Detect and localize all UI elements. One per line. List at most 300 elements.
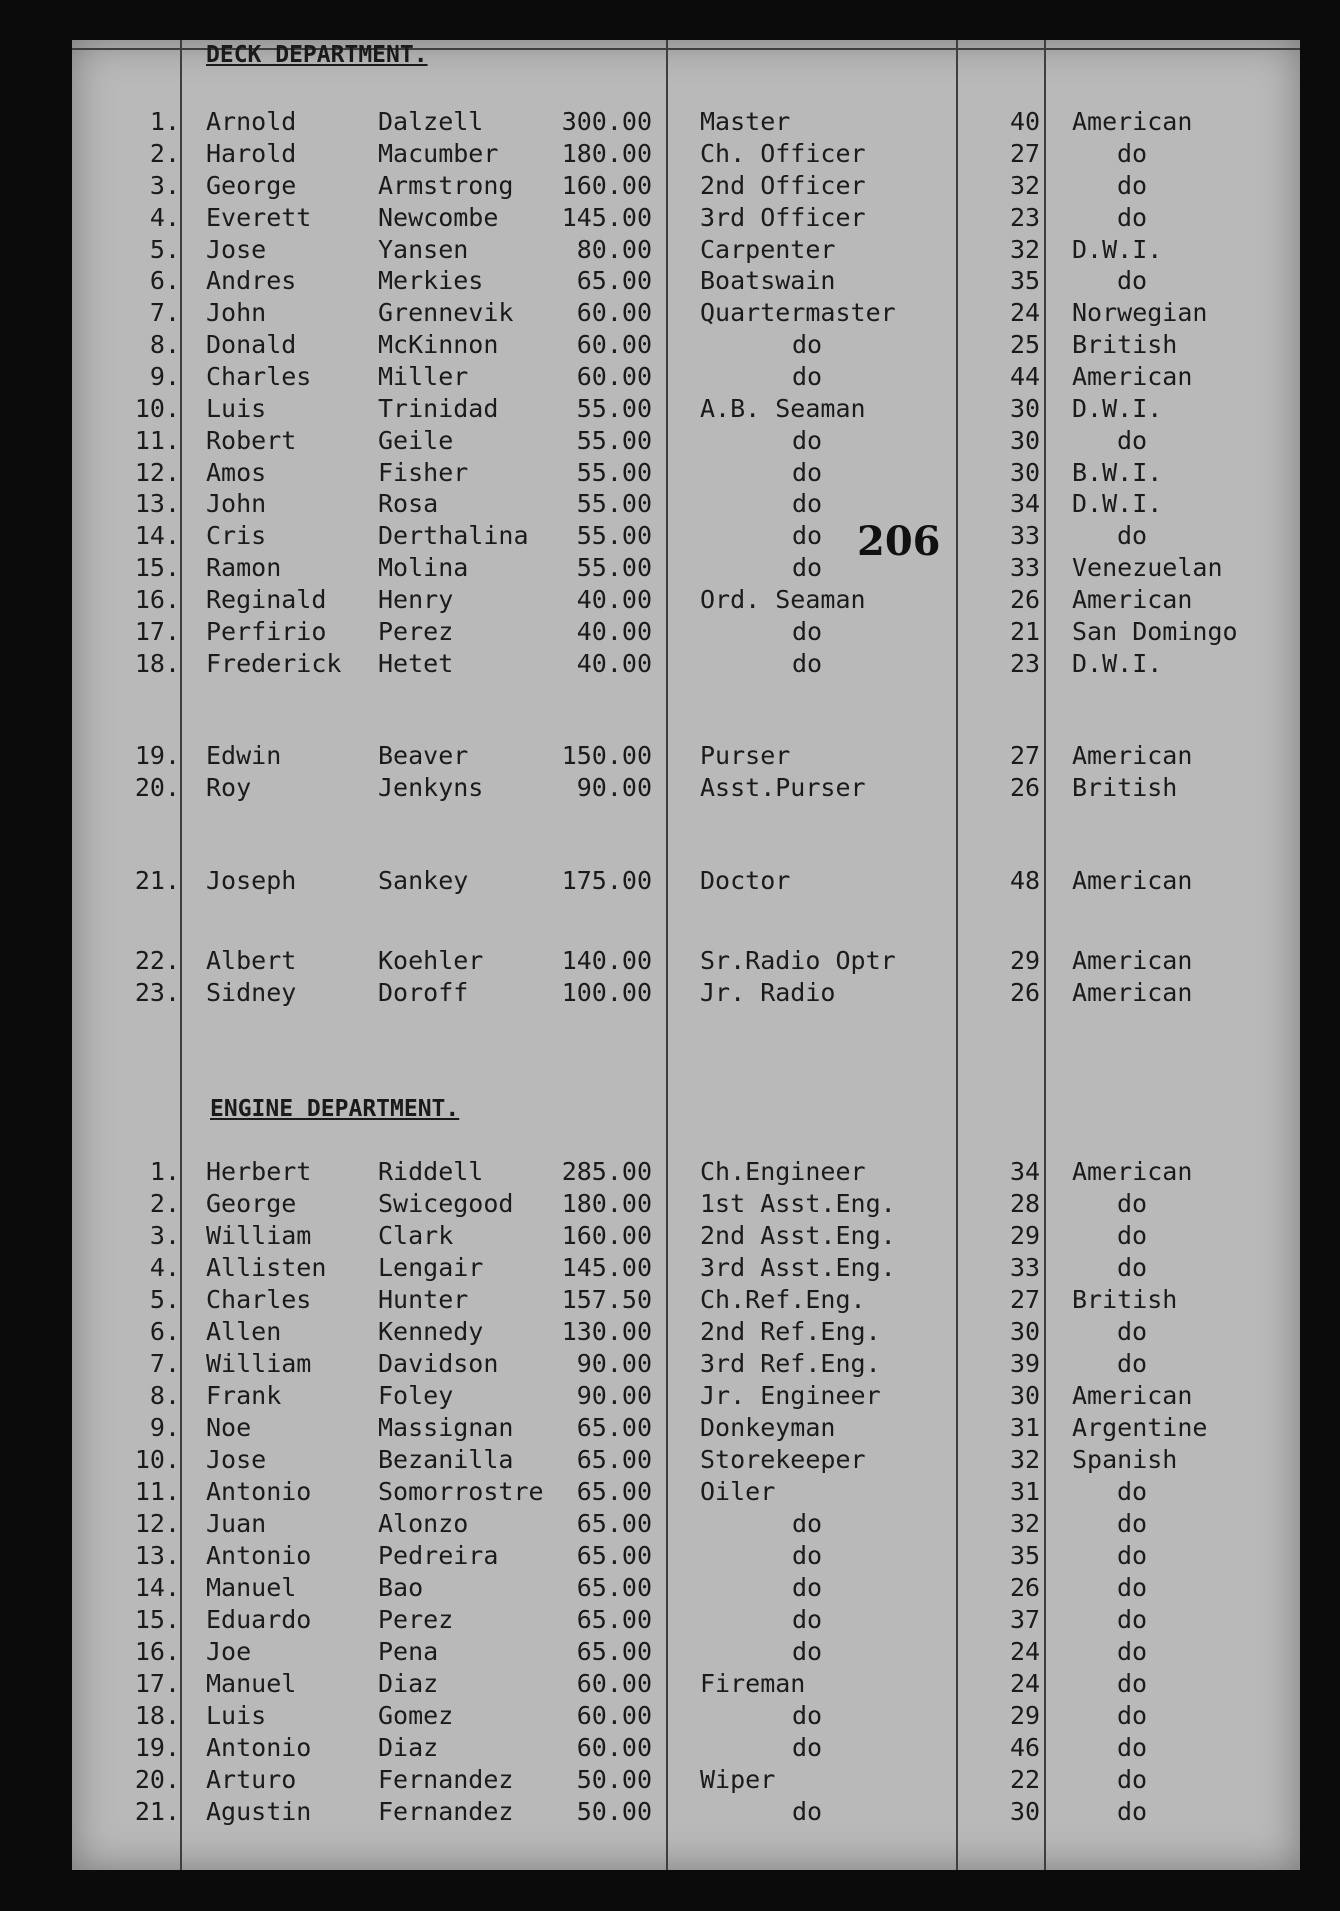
monthly-wage: 50.00	[576, 1765, 652, 1794]
rating: Ch.Engineer	[700, 1157, 866, 1186]
first-name: Joseph	[206, 866, 297, 895]
first-name: Jose	[206, 235, 267, 264]
crew-number: 5.	[149, 1285, 180, 1314]
last-name: Pena	[378, 1637, 439, 1666]
first-name: Eduardo	[206, 1605, 312, 1634]
first-name: Manuel	[206, 1573, 297, 1602]
crew-row	[72, 393, 1300, 425]
nationality: San Domingo	[1072, 617, 1238, 646]
nationality: do	[1117, 1669, 1148, 1698]
age: 30	[1009, 394, 1041, 423]
crew-row	[72, 1412, 1300, 1444]
age: 27	[1009, 139, 1041, 168]
first-name: John	[206, 298, 267, 327]
monthly-wage: 145.00	[561, 203, 652, 232]
crew-row	[72, 1156, 1300, 1188]
last-name: Rosa	[378, 489, 439, 518]
nationality: Argentine	[1072, 1413, 1208, 1442]
monthly-wage: 55.00	[576, 394, 652, 423]
last-name: Fernandez	[378, 1797, 514, 1826]
last-name: Pedreira	[378, 1541, 499, 1570]
last-name: Henry	[378, 585, 454, 614]
age: 24	[1009, 298, 1041, 327]
crew-number: 15.	[134, 553, 180, 582]
nationality: British	[1072, 1285, 1178, 1314]
last-name: Bao	[378, 1573, 424, 1602]
first-name: George	[206, 171, 297, 200]
nationality: American	[1072, 362, 1193, 391]
rating: Boatswain	[700, 266, 836, 295]
age: 23	[1009, 649, 1041, 678]
last-name: Koehler	[378, 946, 484, 975]
crew-row	[72, 977, 1300, 1009]
crew-row	[72, 1476, 1300, 1508]
rating: do	[792, 1605, 823, 1634]
rating: Asst.Purser	[700, 773, 866, 802]
last-name: Lengair	[378, 1253, 484, 1282]
rating: Jr. Radio	[700, 978, 836, 1007]
crew-number: 4.	[149, 203, 180, 232]
first-name: Herbert	[206, 1157, 312, 1186]
crew-number: 14.	[134, 521, 180, 550]
last-name: Hunter	[378, 1285, 469, 1314]
monthly-wage: 285.00	[561, 1157, 652, 1186]
first-name: Charles	[206, 1285, 312, 1314]
last-name: Kennedy	[378, 1317, 484, 1346]
rating: Quartermaster	[700, 298, 896, 327]
age: 44	[1009, 362, 1041, 391]
age: 32	[1009, 171, 1041, 200]
monthly-wage: 80.00	[576, 235, 652, 264]
last-name: Miller	[378, 362, 469, 391]
age: 32	[1009, 1509, 1041, 1538]
crew-number: 2.	[149, 1189, 180, 1218]
rating: A.B. Seaman	[700, 394, 866, 423]
monthly-wage: 175.00	[561, 866, 652, 895]
rating: do	[792, 1733, 823, 1762]
age: 30	[1009, 1797, 1041, 1826]
last-name: Clark	[378, 1221, 454, 1250]
nationality: American	[1072, 585, 1193, 614]
crew-number: 18.	[134, 1701, 180, 1730]
rating: Purser	[700, 741, 791, 770]
crew-number: 9.	[149, 362, 180, 391]
crew-row	[72, 772, 1300, 804]
rating: do	[792, 1509, 823, 1538]
last-name: Gomez	[378, 1701, 454, 1730]
rating: 3rd Ref.Eng.	[700, 1349, 881, 1378]
crew-number: 3.	[149, 171, 180, 200]
crew-number: 1.	[149, 1157, 180, 1186]
age: 32	[1009, 235, 1041, 264]
crew-number: 1.	[149, 107, 180, 136]
monthly-wage: 55.00	[576, 553, 652, 582]
monthly-wage: 65.00	[576, 1509, 652, 1538]
nationality: do	[1117, 1701, 1148, 1730]
first-name: Agustin	[206, 1797, 312, 1826]
nationality: American	[1072, 1381, 1193, 1410]
nationality: do	[1117, 1221, 1148, 1250]
crew-row	[72, 138, 1300, 170]
crew-row	[72, 425, 1300, 457]
nationality: do	[1117, 521, 1148, 550]
monthly-wage: 90.00	[576, 1381, 652, 1410]
monthly-wage: 55.00	[576, 426, 652, 455]
monthly-wage: 40.00	[576, 585, 652, 614]
nationality: do	[1117, 1541, 1148, 1570]
rating: Doctor	[700, 866, 791, 895]
first-name: Robert	[206, 426, 297, 455]
crew-number: 22.	[134, 946, 180, 975]
crew-row	[72, 1252, 1300, 1284]
crew-row	[72, 1700, 1300, 1732]
rating: do	[792, 1701, 823, 1730]
first-name: Ramon	[206, 553, 282, 582]
first-name: Luis	[206, 394, 267, 423]
crew-number: 18.	[134, 649, 180, 678]
monthly-wage: 40.00	[576, 617, 652, 646]
last-name: Geile	[378, 426, 454, 455]
monthly-wage: 60.00	[576, 1669, 652, 1698]
age: 27	[1009, 741, 1041, 770]
monthly-wage: 100.00	[561, 978, 652, 1007]
crew-row	[72, 945, 1300, 977]
age: 29	[1009, 1221, 1041, 1250]
crew-row	[72, 616, 1300, 648]
first-name: William	[206, 1349, 312, 1378]
monthly-wage: 160.00	[561, 1221, 652, 1250]
nationality: do	[1117, 171, 1148, 200]
nationality: D.W.I.	[1072, 649, 1163, 678]
crew-row	[72, 457, 1300, 489]
age: 26	[1009, 1573, 1041, 1602]
crew-row	[72, 1220, 1300, 1252]
last-name: Hetet	[378, 649, 454, 678]
nationality: do	[1117, 1349, 1148, 1378]
first-name: Frank	[206, 1381, 282, 1410]
nationality: do	[1117, 1797, 1148, 1826]
age: 33	[1009, 1253, 1041, 1282]
age: 33	[1009, 553, 1041, 582]
last-name: Dalzell	[378, 107, 484, 136]
monthly-wage: 157.50	[561, 1285, 652, 1314]
last-name: Alonzo	[378, 1509, 469, 1538]
last-name: Trinidad	[378, 394, 499, 423]
nationality: British	[1072, 773, 1178, 802]
crew-number: 11.	[134, 426, 180, 455]
nationality: B.W.I.	[1072, 458, 1163, 487]
monthly-wage: 300.00	[561, 107, 652, 136]
nationality: do	[1117, 1509, 1148, 1538]
last-name: Diaz	[378, 1669, 439, 1698]
first-name: Reginald	[206, 585, 327, 614]
monthly-wage: 60.00	[576, 298, 652, 327]
age: 31	[1009, 1477, 1041, 1506]
rating: do	[792, 1573, 823, 1602]
rating: 1st Asst.Eng.	[700, 1189, 896, 1218]
rating: do	[792, 553, 823, 582]
nationality: American	[1072, 978, 1193, 1007]
first-name: Antonio	[206, 1477, 312, 1506]
first-name: Allisten	[206, 1253, 327, 1282]
monthly-wage: 65.00	[576, 1637, 652, 1666]
monthly-wage: 60.00	[576, 362, 652, 391]
age: 26	[1009, 978, 1041, 1007]
last-name: McKinnon	[378, 330, 499, 359]
crew-row	[72, 584, 1300, 616]
crew-number: 17.	[134, 1669, 180, 1698]
monthly-wage: 65.00	[576, 1541, 652, 1570]
last-name: Newcombe	[378, 203, 499, 232]
crew-row	[72, 265, 1300, 297]
rating: Ord. Seaman	[700, 585, 866, 614]
last-name: Armstrong	[378, 171, 514, 200]
rating: Carpenter	[700, 235, 836, 264]
age: 48	[1009, 866, 1041, 895]
first-name: Manuel	[206, 1669, 297, 1698]
crew-row	[72, 1316, 1300, 1348]
first-name: Roy	[206, 773, 252, 802]
last-name: Fisher	[378, 458, 469, 487]
rating: do	[792, 1637, 823, 1666]
crew-number: 12.	[134, 458, 180, 487]
rating: Oiler	[700, 1477, 776, 1506]
crew-number: 10.	[134, 1445, 180, 1474]
monthly-wage: 55.00	[576, 521, 652, 550]
last-name: Davidson	[378, 1349, 499, 1378]
rating: do	[792, 617, 823, 646]
first-name: Luis	[206, 1701, 267, 1730]
last-name: Bezanilla	[378, 1445, 514, 1474]
last-name: Beaver	[378, 741, 469, 770]
monthly-wage: 65.00	[576, 1413, 652, 1442]
nationality: do	[1117, 203, 1148, 232]
crew-number: 20.	[134, 773, 180, 802]
crew-number: 7.	[149, 298, 180, 327]
crew-number: 19.	[134, 741, 180, 770]
first-name: Sidney	[206, 978, 297, 1007]
rating: do	[792, 649, 823, 678]
first-name: Charles	[206, 362, 312, 391]
nationality: British	[1072, 330, 1178, 359]
first-name: Cris	[206, 521, 267, 550]
age: 32	[1009, 1445, 1041, 1474]
crew-row	[72, 1284, 1300, 1316]
crew-number: 12.	[134, 1509, 180, 1538]
nationality: Venezuelan	[1072, 553, 1223, 582]
monthly-wage: 140.00	[561, 946, 652, 975]
monthly-wage: 55.00	[576, 458, 652, 487]
nationality: D.W.I.	[1072, 235, 1163, 264]
crew-row	[72, 361, 1300, 393]
nationality: do	[1117, 1253, 1148, 1282]
age: 22	[1009, 1765, 1041, 1794]
crew-number: 14.	[134, 1573, 180, 1602]
crew-number: 6.	[149, 266, 180, 295]
first-name: Joe	[206, 1637, 252, 1666]
last-name: Perez	[378, 617, 454, 646]
crew-number: 8.	[149, 1381, 180, 1410]
last-name: Foley	[378, 1381, 454, 1410]
last-name: Somorrostre	[378, 1477, 544, 1506]
nationality: do	[1117, 426, 1148, 455]
last-name: Doroff	[378, 978, 469, 1007]
crew-number: 10.	[134, 394, 180, 423]
age: 24	[1009, 1637, 1041, 1666]
last-name: Riddell	[378, 1157, 484, 1186]
crew-row	[72, 1668, 1300, 1700]
crew-row	[72, 234, 1300, 266]
crew-row	[72, 740, 1300, 772]
monthly-wage: 65.00	[576, 1605, 652, 1634]
crew-row	[72, 170, 1300, 202]
nationality: American	[1072, 107, 1193, 136]
first-name: John	[206, 489, 267, 518]
crew-number: 17.	[134, 617, 180, 646]
last-name: Molina	[378, 553, 469, 582]
last-name: Diaz	[378, 1733, 439, 1762]
engine-department-heading: ENGINE DEPARTMENT.	[210, 1096, 460, 1122]
last-name: Sankey	[378, 866, 469, 895]
rating: Ch.Ref.Eng.	[700, 1285, 866, 1314]
nationality: American	[1072, 946, 1193, 975]
rating: do	[792, 1797, 823, 1826]
first-name: Amos	[206, 458, 267, 487]
first-name: Albert	[206, 946, 297, 975]
rating: Fireman	[700, 1669, 806, 1698]
first-name: Allen	[206, 1317, 282, 1346]
monthly-wage: 180.00	[561, 1189, 652, 1218]
crew-row	[72, 1796, 1300, 1828]
first-name: Frederick	[206, 649, 342, 678]
nationality: American	[1072, 1157, 1193, 1186]
crew-number: 2.	[149, 139, 180, 168]
age: 30	[1009, 1317, 1041, 1346]
crew-row	[72, 202, 1300, 234]
nationality: American	[1072, 741, 1193, 770]
age: 37	[1009, 1605, 1041, 1634]
crew-row	[72, 865, 1300, 897]
crew-row	[72, 1444, 1300, 1476]
rating: Master	[700, 107, 791, 136]
crew-number: 23.	[134, 978, 180, 1007]
nationality: do	[1117, 1765, 1148, 1794]
monthly-wage: 180.00	[561, 139, 652, 168]
rating: 2nd Officer	[700, 171, 866, 200]
nationality: do	[1117, 139, 1148, 168]
crew-number: 3.	[149, 1221, 180, 1250]
first-name: Antonio	[206, 1733, 312, 1762]
crew-number: 4.	[149, 1253, 180, 1282]
nationality: do	[1117, 1317, 1148, 1346]
age: 30	[1009, 426, 1041, 455]
crew-number: 21.	[134, 866, 180, 895]
crew-number: 15.	[134, 1605, 180, 1634]
first-name: Jose	[206, 1445, 267, 1474]
rating: do	[792, 1541, 823, 1570]
age: 21	[1009, 617, 1041, 646]
crew-number: 6.	[149, 1317, 180, 1346]
first-name: Edwin	[206, 741, 282, 770]
crew-row	[72, 552, 1300, 584]
crew-row	[72, 1508, 1300, 1540]
monthly-wage: 55.00	[576, 489, 652, 518]
monthly-wage: 90.00	[576, 773, 652, 802]
rating: 3rd Officer	[700, 203, 866, 232]
first-name: Everett	[206, 203, 312, 232]
first-name: George	[206, 1189, 297, 1218]
age: 34	[1009, 489, 1041, 518]
first-name: Perfirio	[206, 617, 327, 646]
nationality: Spanish	[1072, 1445, 1178, 1474]
monthly-wage: 60.00	[576, 1733, 652, 1762]
crew-list-page	[72, 40, 1300, 1870]
rating: 2nd Ref.Eng.	[700, 1317, 881, 1346]
age: 39	[1009, 1349, 1041, 1378]
crew-row	[72, 1572, 1300, 1604]
first-name: Arturo	[206, 1765, 297, 1794]
rating: Jr. Engineer	[700, 1381, 881, 1410]
rating: Ch. Officer	[700, 139, 866, 168]
nationality: D.W.I.	[1072, 489, 1163, 518]
age: 24	[1009, 1669, 1041, 1698]
monthly-wage: 40.00	[576, 649, 652, 678]
deck-department-heading: DECK DEPARTMENT.	[206, 42, 428, 68]
crew-row	[72, 1540, 1300, 1572]
monthly-wage: 60.00	[576, 330, 652, 359]
monthly-wage: 65.00	[576, 1573, 652, 1602]
crew-row	[72, 1636, 1300, 1668]
last-name: Swicegood	[378, 1189, 514, 1218]
rating: 2nd Asst.Eng.	[700, 1221, 896, 1250]
age: 40	[1009, 107, 1041, 136]
crew-number: 5.	[149, 235, 180, 264]
last-name: Fernandez	[378, 1765, 514, 1794]
last-name: Massignan	[378, 1413, 514, 1442]
crew-row	[72, 1732, 1300, 1764]
first-name: Arnold	[206, 107, 297, 136]
crew-row	[72, 329, 1300, 361]
age: 26	[1009, 585, 1041, 614]
crew-row	[72, 648, 1300, 680]
monthly-wage: 60.00	[576, 1701, 652, 1730]
monthly-wage: 50.00	[576, 1797, 652, 1826]
crew-number: 20.	[134, 1765, 180, 1794]
age: 35	[1009, 1541, 1041, 1570]
age: 35	[1009, 266, 1041, 295]
crew-number: 19.	[134, 1733, 180, 1762]
age: 29	[1009, 946, 1041, 975]
rating: do	[792, 426, 823, 455]
crew-row	[72, 520, 1300, 552]
age: 29	[1009, 1701, 1041, 1730]
age: 30	[1009, 458, 1041, 487]
first-name: Noe	[206, 1413, 252, 1442]
rating: Storekeeper	[700, 1445, 866, 1474]
monthly-wage: 65.00	[576, 1477, 652, 1506]
nationality: do	[1117, 266, 1148, 295]
last-name: Jenkyns	[378, 773, 484, 802]
rating: 3rd Asst.Eng.	[700, 1253, 896, 1282]
crew-row	[72, 1604, 1300, 1636]
rating: do	[792, 489, 823, 518]
rating: do	[792, 362, 823, 391]
crew-row	[72, 1380, 1300, 1412]
nationality: Norwegian	[1072, 298, 1208, 327]
age: 23	[1009, 203, 1041, 232]
monthly-wage: 130.00	[561, 1317, 652, 1346]
crew-row	[72, 1188, 1300, 1220]
